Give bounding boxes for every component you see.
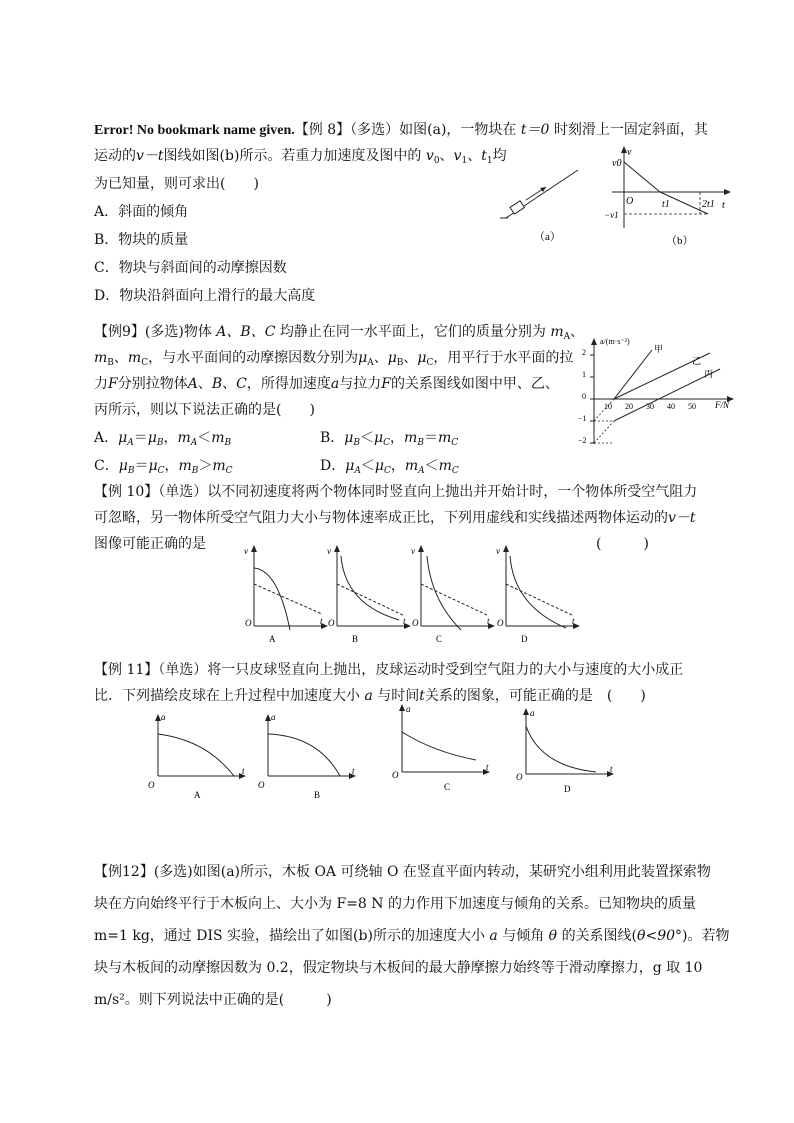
ex9-opt-b-label: B． (320, 430, 345, 446)
ex8-figure-b (604, 146, 742, 247)
ex9-option-d: D．$\mu_A<\mu_C$，$m_A<m_C$ (320, 458, 459, 476)
ex9-series-yi: 乙 (692, 356, 702, 366)
ex9-dash-bingyi (594, 421, 614, 443)
graph-label-b: B (352, 634, 359, 644)
ex11-line2b: 与时间 (377, 688, 420, 704)
axis-t-label: t (572, 616, 575, 626)
ex10-line3: 图像可能正确的是 (94, 536, 206, 552)
ex10-paren: ( ) (596, 536, 649, 552)
fig-b-line-up (624, 162, 660, 192)
graph-label-a: A (194, 790, 201, 800)
ex8-sep1: 、 (439, 148, 454, 164)
ex9-line3c: 所得加速度 (260, 376, 331, 392)
ex9-line1: 【例9】(多选)物体 A、B、C 均静止在同一水平面上，它们的质量分别为 $m_A$、 (94, 324, 585, 342)
ex9-series-bing: 丙 (704, 369, 714, 379)
ex11-line2 (94, 686, 646, 706)
ex12-line3 (94, 926, 729, 946)
v-arrow-icon (251, 545, 257, 552)
ex12-line3e: )。若物 (682, 928, 730, 944)
ex10-line2a: 可忽略，另一物体所受空气阻力大小与物体速率成正比，下列用虚线和实线描述两物体运动的 (94, 510, 668, 526)
curve (268, 734, 340, 776)
ex11-graph-a (146, 712, 256, 802)
curve (526, 726, 596, 772)
ex9-line4: 丙所示，则以下说法正确的是( ) (94, 402, 315, 418)
ex12-line3b: 与倾角 (502, 928, 545, 944)
ex8-head2: 时刻滑上一固定斜面，其 (553, 122, 708, 138)
ex9-ytick: 2 (582, 348, 586, 357)
ex8-option-d: D．物块沿斜面向上滑行的最大高度 (94, 288, 316, 304)
ex9-ylabel: a/(m·s⁻²) (600, 337, 630, 346)
ex8-sep2: 、 (467, 148, 482, 164)
ex10-line1: 【例 10】（单选）以不同初速度将两个物体同时竖直向上抛出并开始计时，一个物体所受空气阻力 (94, 484, 698, 500)
ex9-xtick: 30 (646, 402, 654, 411)
axis-o-label: O (516, 772, 523, 782)
dashed-line (506, 584, 574, 616)
axis-a-label: a (271, 712, 276, 722)
error-text: Error! No bookmark name given. (94, 123, 295, 138)
ex9-ytick: −1 (578, 414, 587, 423)
ex9-line2: $m_B$、$m_C$，与水平面间的动摩擦因数分别为$\mu_A$、$\mu_B$、$\mu_C$，用平行于水平面的拉 (94, 350, 574, 368)
ex8-head: 【例 8】（多选）如图(a)，一物块在 (294, 122, 517, 138)
ex11-graph-d (516, 706, 626, 796)
ex11-a: a (364, 688, 373, 704)
arrow-head-icon (540, 187, 546, 192)
ex8-option-c: C．物块与斜面间的动摩擦因数 (94, 260, 287, 276)
axis-v-label: v (411, 546, 415, 556)
solid-curve (510, 556, 566, 628)
ex9-xtick: 10 (604, 402, 612, 411)
axis-t-label: t (242, 766, 245, 776)
ex12-theta: θ (548, 928, 558, 944)
v-arrow-icon (503, 545, 509, 552)
axis-o-label: O (148, 780, 155, 790)
ex12-line5: m/s²。则下列说法中正确的是( ) (94, 992, 332, 1008)
graph-label-d: D (564, 784, 571, 794)
axis-t-label: t (486, 762, 489, 772)
axis-o-label: O (245, 618, 252, 628)
ex8-line2b: 图线如图(b)所示。若重力加速度及图中的 (163, 148, 422, 164)
fig-b-t-label: t (722, 200, 725, 211)
ex9-line3d: 与拉力 (339, 376, 382, 392)
ex9-line3a: 力 (94, 376, 108, 392)
dashed-line (421, 584, 489, 616)
ex9-option-a: A．$\mu_A=\mu_B$，$m_A<m_B$ (94, 430, 232, 448)
axis-t-label: t (610, 764, 613, 774)
solid-curve (341, 556, 399, 620)
axis-a-label: a (161, 712, 166, 722)
ex9-abc: A、B、C (216, 324, 276, 340)
ex9-opt-c-label: C． (94, 458, 119, 474)
ex10-vt: v－t (668, 510, 696, 526)
block-shape (510, 201, 524, 214)
fig-b-origin-label: O (626, 196, 634, 207)
ex9-ytick: −2 (578, 436, 587, 445)
ex11-graph-c (394, 702, 504, 792)
axis-o-label: O (412, 618, 419, 628)
ex9-chart (570, 336, 750, 446)
ex10-line2 (94, 508, 696, 528)
axis-v-label: v (244, 546, 248, 556)
fig-b-t-arrow-icon (724, 189, 731, 195)
axis-t-label: t (352, 766, 355, 776)
graph-label-a: A (269, 634, 276, 644)
ex9-line3: 力F分别拉物体A、B、C，所得加速度a与拉力F的关系图线如图中甲、乙、 (94, 376, 559, 392)
ex9-line2b: 用平行于水平面的拉 (447, 350, 574, 366)
graph-label-c: C (444, 782, 451, 792)
ex10-graph-a (242, 544, 332, 644)
ex9-xlabel: F/N (715, 400, 730, 410)
solid-curve (427, 556, 461, 630)
graph-label-d: D (521, 634, 528, 644)
ex11-graph-b (258, 712, 372, 802)
a-arrow-icon (399, 704, 405, 711)
ex12-line1: 【例12】(多选)如图(a)所示，木板 OA 可绕轴 O 在竖直平面内转动，某研究小组利用此装置探索物 (94, 864, 711, 880)
ex8-line2 (94, 146, 507, 171)
ex9-line1a: 【例9】(多选)物体 (94, 324, 212, 340)
ex8-v0sub: 0 (433, 156, 440, 166)
graph-label-c: C (436, 634, 443, 644)
ex9-a-arrow-icon (591, 338, 597, 345)
ex8-t1: t (481, 148, 487, 164)
solid-curve (254, 568, 290, 630)
graph-label-b: B (314, 790, 321, 800)
ex12-line3d: θ<90° (637, 928, 683, 944)
ex12-line3a: m=1 kg，通过 DIS 实验，描绘出了如图(b)所示的加速度大小 (94, 928, 485, 944)
ex9-line-jia (614, 350, 652, 399)
v-arrow-icon (418, 545, 424, 552)
ex8-line2a: 运动的 (94, 148, 136, 164)
ex8-v0: v (425, 148, 434, 164)
ex9-option-c: C．$\mu_B=\mu_C$，$m_B>m_C$ (94, 458, 233, 476)
ex11-line2c: 关系的图象，可能正确的是 ( ) (424, 688, 646, 704)
ex10-graph-b (325, 544, 415, 644)
ex10-graph-c (409, 544, 499, 644)
axis-t-label: t (403, 616, 406, 626)
ex12-line4: 块与木板间的动摩擦因数为 0.2，假定物块与木板间的最大静摩擦力始终等于滑动摩擦力，g 取 10 (94, 960, 703, 976)
ex9-ytick: 0 (582, 392, 586, 401)
axis-o-label: O (258, 780, 265, 790)
axis-t-label: t (487, 616, 490, 626)
dashed-line (254, 584, 322, 614)
axis-a-label: a (530, 708, 535, 718)
fig-a-caption: （a） (534, 231, 561, 243)
fig-b-2t1-label: 2t1 (702, 199, 715, 210)
fig-b-v0-label: v0 (612, 158, 622, 169)
ex9-opt-d-label: D． (320, 458, 346, 474)
fig-b-v-label: v (627, 147, 632, 158)
fig-b-caption: （b） (666, 235, 694, 247)
ex12-line2: 块在方向始终平行于木板向上、大小为 F=8 N 的力作用下加速度与倾角的关系。已知物块的质量 (94, 896, 696, 912)
axis-v-label: v (496, 546, 500, 556)
ex11-line1: 【例 11】（单选）将一只皮球竖直向上抛出，皮球运动时受到空气阻力的大小与速度的大小成正 (94, 662, 684, 678)
ex8-vt: v－t (136, 148, 164, 164)
curve (402, 732, 476, 760)
ex11-line2a: 比．下列描绘皮球在上升过程中加速度大小 (94, 688, 360, 704)
ex8-line2c: 均 (492, 148, 507, 164)
ex8-t1sub: 1 (486, 156, 493, 166)
ex9-line3b: 分别拉物体 (117, 376, 188, 392)
ex11-t: t (419, 688, 425, 704)
ex9-series-jia: 甲 (654, 344, 664, 354)
dashed-line (337, 584, 405, 616)
ex9-line1b: 均静止在同一水平面上，它们的质量分别为 (279, 324, 546, 340)
axis-o-label: O (497, 618, 504, 628)
v-arrow-icon (334, 545, 340, 552)
ex8-option-a: A．斜面的倾角 (94, 204, 189, 220)
ex12-a: a (489, 928, 498, 944)
ex8-line1 (94, 120, 708, 141)
fig-b-t1-label: t1 (662, 199, 670, 210)
axis-t-label: t (320, 616, 323, 626)
ex10-graph-d (494, 544, 584, 644)
axis-a-label: a (406, 704, 411, 714)
ex9-opt-a-label: A． (94, 430, 119, 446)
ex8-t0: t＝0 (520, 122, 550, 138)
ex9-line2a: 与水平面间的动摩擦因数分别为 (162, 350, 359, 366)
ex8-v1: v (453, 148, 462, 164)
ex9-line3e: 的关系图线如图中甲、乙、 (390, 376, 559, 392)
ex8-line3: 为已知量，则可求出( ) (94, 176, 259, 192)
ex8-v1sub: 1 (461, 156, 468, 166)
axis-v-label: v (327, 546, 331, 556)
ex9-xtick: 20 (625, 402, 633, 411)
axis-o-label: O (392, 770, 399, 780)
a-arrow-icon (523, 708, 529, 715)
ex9-xtick: 50 (688, 402, 696, 411)
fig-b-neg-v1-label: −v1 (604, 210, 619, 220)
ex9-ytick: 1 (582, 370, 586, 379)
ex12-line3c: 的关系图线( (561, 928, 638, 944)
axis-o-label: O (328, 618, 335, 628)
ex8-option-b: B．物块的质量 (94, 232, 189, 248)
ex8-figure-a (500, 162, 590, 242)
ex9-option-b: B．$\mu_B<\mu_C$，$m_B=m_C$ (320, 430, 459, 448)
ex9-xtick: 40 (667, 402, 675, 411)
curve (158, 734, 234, 776)
